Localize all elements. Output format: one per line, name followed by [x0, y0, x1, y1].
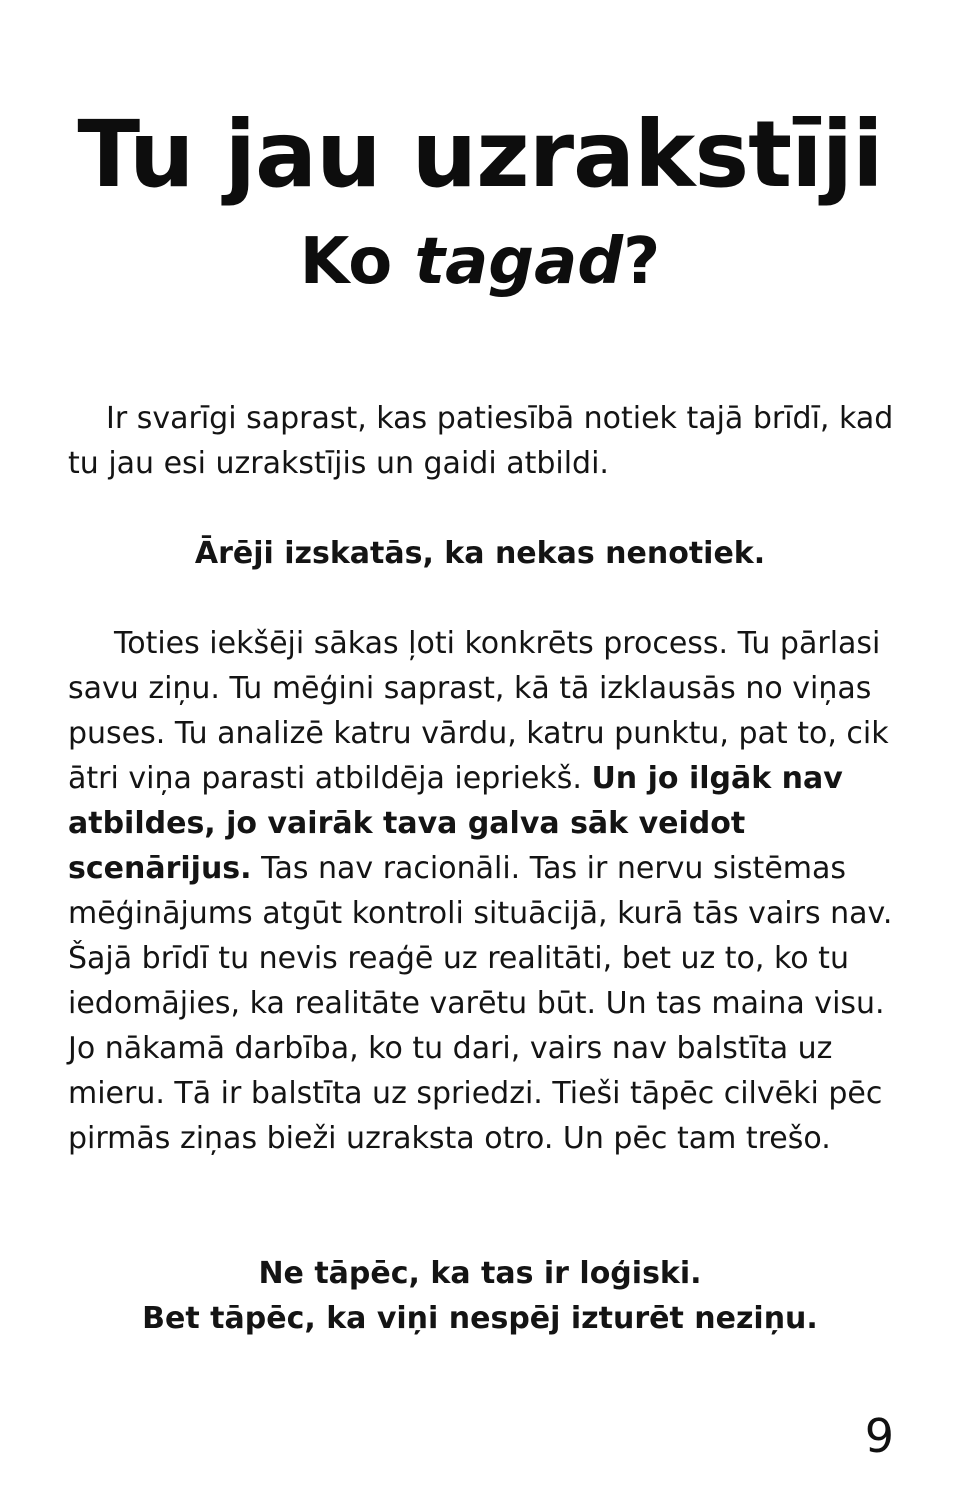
- closing-line-2: Bet tāpēc, ka viņi nespēj izturēt neziņu.: [142, 1301, 818, 1336]
- page-subtitle: [0, 222, 960, 302]
- page-number: 9: [864, 1409, 894, 1463]
- subtitle-suffix: ?: [623, 225, 661, 299]
- body-bold-text: Un jo ilgāk nav atbildes, jo vairāk tava galva sāk veidot scenārijus.: [68, 761, 843, 886]
- subtitle-italic-word: tagad: [414, 225, 624, 299]
- body-text-part-1: Toties iekšēji sākas ļoti konkrēts process. Tu pārlasi savu ziņu. Tu mēģini saprast, kā tā izklausās no viņas puses. Tu analizē katru vārdu, katru punktu, pat to, cik ātri viņa parasti atbildēja iepriekš.: [68, 626, 889, 796]
- body-paragraph: [68, 621, 898, 1161]
- page-title: Tu jau uzrakstīji: [77, 101, 883, 208]
- subtitle-prefix: Ko: [299, 225, 415, 299]
- closing-line-1: Ne tāpēc, ka tas ir loģiski.: [258, 1256, 702, 1291]
- intro-paragraph: Ir svarīgi saprast, kas patiesībā notiek tajā brīdī, kad tu jau esi uzrakstījis un gaidi atbildi.: [68, 401, 894, 481]
- bold-statement: Ārēji izskatās, ka nekas nenotiek.: [194, 536, 766, 571]
- body-text-part-2: Tas nav racionāli. Tas ir nervu sistēmas mēģinājums atgūt kontroli situācijā, kurā tās vairs nav. Šajā brīdī tu nevis reaģē uz realitāti, bet uz to, ko tu iedomājies, ka realitāte varētu būt. Un tas maina visu. Jo nākamā darbība, ko tu dari, vairs nav balstīta uz mieru. Tā ir balstīta uz spriedzi. Tieši tāpēc cilvēki pēc pirmās ziņas bieži uzraksta otro. Un pēc tam trešo.: [68, 851, 893, 1156]
